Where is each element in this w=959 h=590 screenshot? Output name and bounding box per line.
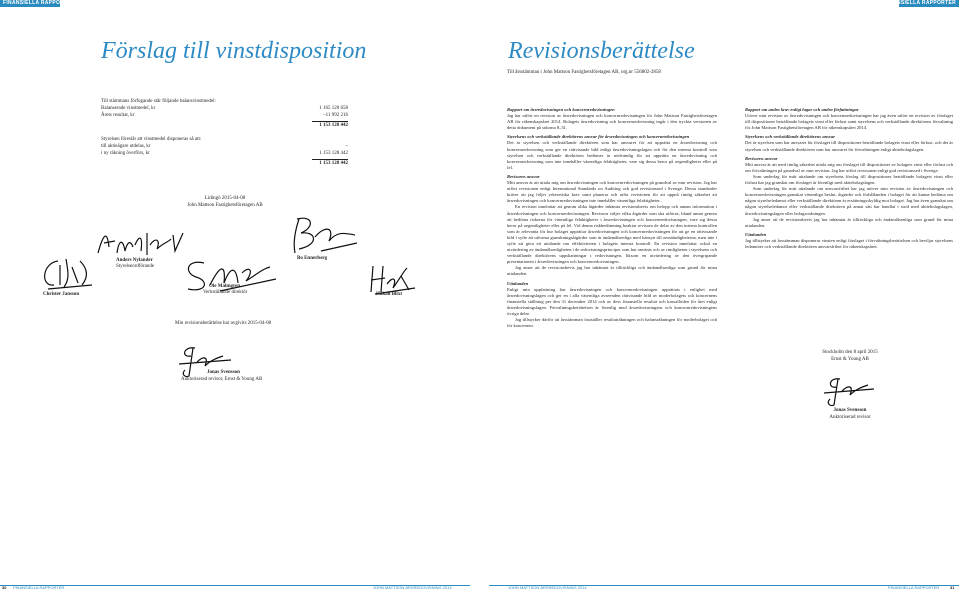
report-column-1	[507, 104, 717, 329]
row1-label-0: Balanserade vinstmedel, kr	[101, 106, 156, 111]
page-title-right: Revisionsberättelse	[508, 38, 695, 64]
signatory-name-2: Bo Ennerberg	[297, 256, 328, 261]
signature-hakan-blixt	[365, 262, 420, 296]
section-heading: Revisorns ansvar	[507, 173, 540, 179]
auditor-role-right: Auktoriserad revisor	[829, 415, 871, 420]
paragraph: Utöver min revision av årsredovisningen och koncernredovisningen har jag även utfört en revision av förslaget till dispositioner beträffande bolagets vinst eller förlust samt styrelsens och verkställande direktörens förvaltning för John Mattson Fastighetsföretagen AB för räkenskapsåret 2014.	[745, 113, 953, 131]
addressee: Till årsstämman i John Mattson Fastighetsföretagen AB, org.nr 556802-2858	[507, 70, 661, 75]
place-date-right: Stockholm den 8 april 2015	[822, 350, 878, 355]
row2-label-1: i ny räkning överförs, kr	[101, 151, 150, 156]
signatory-name-3: Ole Malmgren	[209, 284, 241, 289]
proposal-intro: Styrelsen föreslår att vinstmedel disponeras så att:	[101, 137, 202, 142]
paragraph: Jag har utfört en revision av årsredovisningen och koncernredovisningen för John Mattson Fastighetsföretagen AB för räkenskapsåret 2014. Bolagets årsredovisning och koncernredovisning ingår i den tryckta versionen av detta dokument på sidorna 8–31.	[507, 113, 717, 131]
section-heading: Styrelsens och verkställande direktörens ansvar för årsredovisningen och koncernredovisningen	[507, 134, 690, 140]
paragraph: Det är styrelsen som har ansvaret för förslaget till dispositioner beträffande bolagets vinst eller förlust, och det är styrelsen och verkställande direktören som har ansvaret för förvaltningen enligt aktiebolagslagen.	[745, 140, 953, 152]
divider	[312, 159, 348, 160]
total2: 1 153 128 442	[319, 161, 348, 166]
paragraph: Det är styrelsen och verkställande direktören som har ansvaret för att upprätta en årsredovisning och koncernredovisning som ger en rättvisande bild enligt årsredovisningslagen och för den interna kontroll som styrelsen och verkställande direktören bedömer är nödvändig för att upprätta en årsredovisning och koncernredovisning som inte innehåller väsentliga felaktigheter, vare sig dessa beror på oegentligheter eller på fel.	[507, 140, 717, 170]
signatory-name-1: Anders Nylander	[116, 258, 153, 263]
section-heading: Styrelsens och verkställande direktörens ansvar	[745, 134, 836, 140]
report-column-2	[745, 104, 953, 250]
section-heading: Uttalanden	[745, 231, 767, 237]
paragraph: Mitt ansvar är att med rimlig säkerhet uttala mig om förslaget till dispositioner av bolagets vinst eller förlust och om förvaltningen på grundval av min revision. Jag har utfört revisionen enligt god revisionssed i Sverige.	[745, 161, 953, 173]
paragraph: Mitt ansvar är att uttala mig om årsredovisningen och koncernredovisningen på grundval av min revision. Jag har utfört revisionen enligt International Standards on Auditing och god revisionssed i Sverige. Dessa standarder kräver att jag följer yrkesetiska krav samt planerar och utför revisionen för att uppnå rimlig säkerhet att årsredovisningen och koncernredovisningen inte innehåller väsentliga felaktigheter.	[507, 180, 717, 204]
intro-text: Till stämmans förfogande står följande balansvinstmedel:	[101, 99, 216, 104]
section-heading: Rapport om andra krav enligt lagar och andra författningar	[745, 107, 859, 112]
page-number-left: 30	[2, 585, 7, 590]
total1: 1 153 128 442	[319, 123, 348, 128]
footer-doc-left: JOHN MATTSON ÅRSREDOVISNING 2014	[373, 585, 452, 590]
footer-section-right: FINANSIELLA RAPPORTER	[888, 585, 940, 590]
signatory-name-4: Håkan Blixt	[376, 292, 402, 297]
row2-label-0: till aktieägare utdelas, kr	[101, 144, 151, 149]
paragraph: Jag tillstyrker att årsstämman disponerar vinsten enligt förslaget i förvaltningsberättelsen och beviljar styrelsens ledamöter och verkställande direktören ansvarsfrihet för räkenskapsåret.	[745, 237, 953, 249]
paragraph: Enligt min uppfattning har årsredovisningen och koncernredovisningen upprättats i enlighet med årsredovisningslagen och ger en i alla väsentliga avseenden rättvisande bild av moderbolagets och koncernens finansiella ställning per den 31 december 2014 och av dess finansiella resultat och kassaflöden för året enligt årsredovisningslagen. Förvaltningsberättelsen är förenlig med årsredovisningens och koncernredovisningens övriga delar.	[507, 286, 717, 316]
signatory-role-3: Verkställande direktör	[203, 290, 248, 295]
signature-jonas-svensson-right	[822, 373, 877, 408]
header-label-left: FINANSIELLA RAPPORTER	[3, 0, 75, 6]
audit-note: Min revisionsberättelse har avgivits 2015-04-08	[175, 321, 272, 326]
section-heading: Rapport om årsredovisningen och koncernredovisningen	[507, 107, 615, 112]
signature-christer-jansson	[38, 255, 98, 293]
place-date: Lidingö 2015-04-08	[204, 196, 246, 201]
row1-label-1: Årets resultat, kr	[101, 113, 135, 118]
paragraph: En revision innefattar att genom olika åtgärder inhämta revisionsbevis om belopp och annan information i årsredovisningen och koncernredovisningen. Revisorn väljer vilka åtgärder som ska utföras, bland annat genom att bedöma riskerna för väsentliga felaktigheter i årsredovisningen och koncernredovisningen, vare sig dessa beror på oegentligheter eller på fel. Vid denna riskbedömning beaktar revisorn de delar av den interna kontrollen som är relevanta för hur bolaget upprättar årsredovisningen och koncernredovisningen för att ge en rättvisande bild i syfte att utforma granskningsåtgärder som är ändamålsenliga med hänsyn till omständigheterna, men inte i syfte att göra ett uttalande om effektiviteten i bolagets interna kontroll. En revision innefattar också en utvärdering av ändamålsenligheten i de redovisningsprinciper som har använts och av rimligheten i styrelsens och verkställande direktörens uppskattningar i redovisningen, liksom en utvärdering av den övergripande presentationen i årsredovisningen och koncernredovisningen.	[507, 204, 717, 265]
row2-value-0: –	[345, 144, 348, 149]
paragraph: Som underlag för mitt uttalande om ansvarsfrihet har jag utöver min revision av årsredovisningen och koncernredovisningen granskat väsentliga beslut, åtgärder och förhållanden i bolaget för att kunna bedöma om någon styrelseledamot eller verkställande direktören är ersättningsskyldig mot bolaget. Jag har även granskat om någon styrelseledamot eller verkställande direktören på annat sätt har handlat i strid med aktiebolagslagen, årsredovisningslagen eller bolagsordningen.	[745, 186, 953, 216]
firm-name: Ernst & Young AB	[831, 357, 869, 362]
footer-doc-right: JOHN MATTSON ÅRSREDOVISNING 2014	[508, 585, 587, 590]
company-name: John Mattson Fastighetsföretagen AB	[187, 203, 263, 208]
paragraph: Jag anser att de revisionsbevis jag har inhämtat är tillräckliga och ändamålsenliga som grund för mina uttalanden.	[507, 265, 717, 277]
signatory-name-0: Christer Jansson	[43, 292, 80, 297]
paragraph: Jag anser att de revisionsbevis jag har inhämtat är tillräckliga och ändamålsenliga som grund för mina uttalanden.	[745, 216, 953, 228]
auditor-name-right: Jonas Svensson	[833, 408, 867, 413]
page-number-right: 31	[950, 585, 955, 590]
row1-value-0: 1 165 120 658	[319, 106, 348, 111]
signature-bo-ennerberg	[285, 213, 360, 258]
signatory-role-1: Styrelseordförande	[116, 264, 155, 269]
signature-anders-nylander	[95, 225, 190, 260]
divider	[312, 121, 348, 122]
row1-value-1: –11 992 216	[323, 113, 348, 118]
footer-section-left: FINANSIELLA RAPPORTER	[13, 585, 65, 590]
footer-page-left	[2, 586, 6, 590]
paragraph: Jag tillstyrker därför att årsstämman fastställer resultaträkningen och balansräkningen för moderbolaget och för koncernen.	[507, 317, 717, 329]
header-label-right: FINANSIELLA RAPPORTER	[884, 0, 956, 6]
row2-value-1: 1 153 128 442	[319, 151, 348, 156]
auditor-role-left: Auktoriserad revisor, Ernst & Young AB	[181, 377, 263, 382]
page-title-left: Förslag till vinstdisposition	[101, 38, 367, 64]
section-heading: Uttalanden	[507, 280, 529, 286]
paragraph: Som underlag för mitt uttalande om styrelsens förslag till dispositioner beträffande bolagets vinst eller förlust har jag granskat om förslaget är förenligt med aktiebolagslagen.	[745, 173, 953, 186]
auditor-name-left: Jonas Svensson	[207, 370, 240, 375]
footer-page-right	[950, 586, 954, 590]
section-heading: Revisorns ansvar	[745, 155, 778, 161]
